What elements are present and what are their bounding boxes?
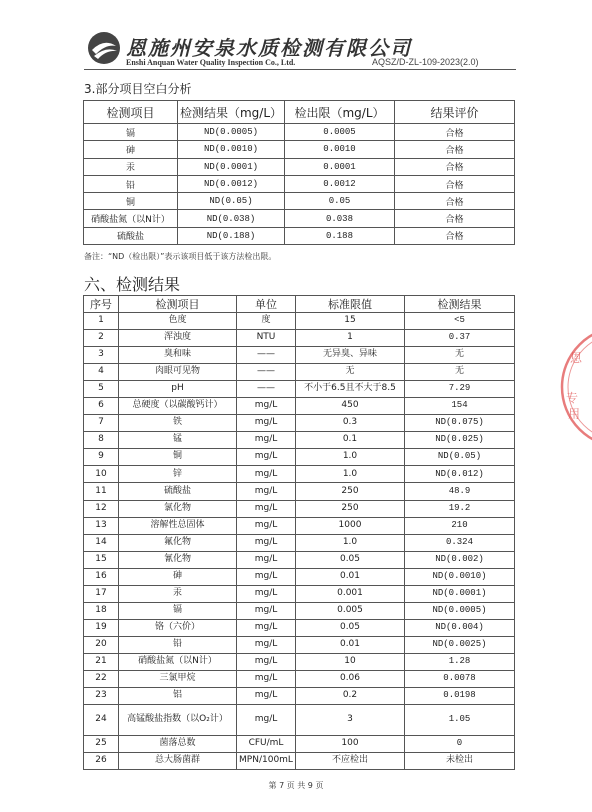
table-row xyxy=(84,449,515,466)
table-cell: 20 xyxy=(84,636,119,653)
table-cell: 24 xyxy=(84,705,119,736)
column-header: 检测结果（mg/L） xyxy=(178,101,285,124)
table-cell: ND(0.05) xyxy=(405,449,515,466)
company-name-cn: 恩施州安泉水质检测有限公司 xyxy=(126,36,412,60)
table-row xyxy=(84,415,515,432)
table-cell: 镉 xyxy=(84,124,178,141)
table-cell: 无 xyxy=(296,364,405,381)
table-cell: MPN/100mL xyxy=(237,753,296,770)
table-cell: 5 xyxy=(84,381,119,398)
table-cell: 1.0 xyxy=(296,466,405,483)
table-cell: —— xyxy=(237,364,296,381)
column-header: 检测项目 xyxy=(119,296,237,313)
table-cell: 色度 xyxy=(119,313,237,330)
company-name-en: Enshi Anquan Water Quality Inspection Co., Ltd. xyxy=(126,58,296,67)
table-cell: 0.1 xyxy=(296,432,405,449)
table-cell: 10 xyxy=(84,466,119,483)
table-cell: 无 xyxy=(405,347,515,364)
table-cell: 硫酸盐 xyxy=(84,227,178,244)
table-cell: mg/L xyxy=(237,432,296,449)
table-cell: mg/L xyxy=(237,688,296,705)
table-cell: 锌 xyxy=(119,466,237,483)
table-cell: 0.188 xyxy=(285,227,395,244)
table-cell: 铜 xyxy=(119,449,237,466)
table-cell: 13 xyxy=(84,517,119,534)
table-cell: 19.2 xyxy=(405,500,515,517)
table-cell: mg/L xyxy=(237,636,296,653)
table-cell: 合格 xyxy=(395,175,515,192)
table-cell: 汞 xyxy=(119,585,237,602)
table-cell: mg/L xyxy=(237,670,296,687)
column-header: 结果评价 xyxy=(395,101,515,124)
table-cell: 硝酸盐氮（以N计） xyxy=(119,653,237,670)
table-cell: ND(0.188) xyxy=(178,227,285,244)
table-row xyxy=(84,175,515,192)
table-cell: 3 xyxy=(84,347,119,364)
table-cell: mg/L xyxy=(237,568,296,585)
table-cell: 0.005 xyxy=(296,602,405,619)
table-cell: 氰化物 xyxy=(119,551,237,568)
table-cell: 0.2 xyxy=(296,688,405,705)
table-cell: 1.28 xyxy=(405,653,515,670)
table-row xyxy=(84,330,515,347)
table-cell: 汞 xyxy=(84,158,178,175)
table-cell: 总硬度（以碳酸钙计） xyxy=(119,398,237,415)
table-cell: 0.01 xyxy=(296,568,405,585)
svg-text:恩: 恩 xyxy=(570,351,583,365)
table-cell: 0.001 xyxy=(296,585,405,602)
table-cell: 总大肠菌群 xyxy=(119,753,237,770)
table-cell: 合格 xyxy=(395,193,515,210)
table-cell: 0.324 xyxy=(405,534,515,551)
table-cell: 不应检出 xyxy=(296,753,405,770)
table-row xyxy=(84,124,515,141)
table-cell: 0.37 xyxy=(405,330,515,347)
table-cell: 1000 xyxy=(296,517,405,534)
table-cell: ND(0.012) xyxy=(405,466,515,483)
table-row xyxy=(84,602,515,619)
table-cell: 18 xyxy=(84,602,119,619)
table-cell: mg/L xyxy=(237,415,296,432)
table-cell: 铅 xyxy=(119,636,237,653)
table-cell: 23 xyxy=(84,688,119,705)
table-cell: 硫酸盐 xyxy=(119,483,237,500)
table-cell: 250 xyxy=(296,500,405,517)
table-cell: 11 xyxy=(84,483,119,500)
table-cell: 154 xyxy=(405,398,515,415)
table-cell: 合格 xyxy=(395,210,515,227)
table-cell: 镉 xyxy=(119,602,237,619)
official-seal-stamp xyxy=(552,322,592,452)
table-row xyxy=(84,551,515,568)
table-row xyxy=(84,227,515,244)
table-cell: 0.05 xyxy=(296,551,405,568)
table-cell: 未检出 xyxy=(405,753,515,770)
table-cell: 肉眼可见物 xyxy=(119,364,237,381)
table-cell: 三氯甲烷 xyxy=(119,670,237,687)
table-row xyxy=(84,585,515,602)
table-cell: 铬（六价） xyxy=(119,619,237,636)
table-cell: 16 xyxy=(84,568,119,585)
table-row xyxy=(84,141,515,158)
table-cell: ND(0.0025) xyxy=(405,636,515,653)
column-header: 检出限（mg/L） xyxy=(285,101,395,124)
table-cell: 合格 xyxy=(395,158,515,175)
table-cell: 7.29 xyxy=(405,381,515,398)
table-cell: 250 xyxy=(296,483,405,500)
column-header: 单位 xyxy=(237,296,296,313)
table-cell: —— xyxy=(237,381,296,398)
table-cell: 0.05 xyxy=(296,619,405,636)
test-results-table xyxy=(83,295,515,770)
table-row xyxy=(84,466,515,483)
table-row xyxy=(84,364,515,381)
table-cell: 合格 xyxy=(395,227,515,244)
section3-title: 3.部分项目空白分析 xyxy=(84,82,192,96)
table-cell: 17 xyxy=(84,585,119,602)
table-cell: 25 xyxy=(84,736,119,753)
table-cell: 4 xyxy=(84,364,119,381)
table-cell: 0.0198 xyxy=(405,688,515,705)
table-cell: 0 xyxy=(405,736,515,753)
table-cell: 2 xyxy=(84,330,119,347)
table-cell: mg/L xyxy=(237,705,296,736)
table-cell: mg/L xyxy=(237,398,296,415)
table-cell: 7 xyxy=(84,415,119,432)
table-cell: 0.3 xyxy=(296,415,405,432)
header-divider xyxy=(84,69,516,70)
section6-title: 六、检测结果 xyxy=(84,275,181,294)
table-cell: ND(0.0012) xyxy=(178,175,285,192)
table-cell: pH xyxy=(119,381,237,398)
table-row xyxy=(84,534,515,551)
table-cell: mg/L xyxy=(237,517,296,534)
table-row xyxy=(84,670,515,687)
table-cell: ND(0.004) xyxy=(405,619,515,636)
table-cell: 1 xyxy=(84,313,119,330)
table-cell: 砷 xyxy=(119,568,237,585)
table-cell: NTU xyxy=(237,330,296,347)
table-row xyxy=(84,483,515,500)
table-cell: mg/L xyxy=(237,653,296,670)
table-header-row xyxy=(84,296,515,313)
table-cell: ND(0.0001) xyxy=(405,585,515,602)
table-cell: 21 xyxy=(84,653,119,670)
table-cell: 3 xyxy=(296,705,405,736)
table-cell: ND(0.038) xyxy=(178,210,285,227)
table-cell: mg/L xyxy=(237,483,296,500)
table-row xyxy=(84,381,515,398)
table-row xyxy=(84,705,515,736)
table-cell: 48.9 xyxy=(405,483,515,500)
column-header: 序号 xyxy=(84,296,119,313)
table-cell: 0.01 xyxy=(296,636,405,653)
table-cell: ND(0.0005) xyxy=(405,602,515,619)
table-row xyxy=(84,193,515,210)
table-cell: 0.05 xyxy=(285,193,395,210)
table-cell: 450 xyxy=(296,398,405,415)
table-cell: —— xyxy=(237,347,296,364)
table-cell: 210 xyxy=(405,517,515,534)
table-row xyxy=(84,636,515,653)
table-cell: 浑浊度 xyxy=(119,330,237,347)
table-row xyxy=(84,210,515,227)
table-cell: mg/L xyxy=(237,619,296,636)
table-cell: 1.0 xyxy=(296,449,405,466)
table-cell: 铜 xyxy=(84,193,178,210)
table-cell: 高锰酸盐指数（以O₂计） xyxy=(119,705,237,736)
table-cell: 砷 xyxy=(84,141,178,158)
table-cell: 14 xyxy=(84,534,119,551)
table-cell: 铝 xyxy=(119,688,237,705)
table-row xyxy=(84,568,515,585)
table-cell: <5 xyxy=(405,313,515,330)
company-logo-icon xyxy=(86,30,122,66)
table-cell: 19 xyxy=(84,619,119,636)
table-note: 备注：“ND（检出限）”表示该项目低于该方法检出限。 xyxy=(84,252,277,261)
page-number: 第 7 页 共 9 页 xyxy=(268,781,324,790)
table-row xyxy=(84,313,515,330)
table-cell: 22 xyxy=(84,670,119,687)
table-cell: 合格 xyxy=(395,141,515,158)
table-cell: 12 xyxy=(84,500,119,517)
table-cell: 1.0 xyxy=(296,534,405,551)
table-cell: mg/L xyxy=(237,500,296,517)
table-cell: 9 xyxy=(84,449,119,466)
table-cell: mg/L xyxy=(237,585,296,602)
table-row xyxy=(84,653,515,670)
column-header: 检测结果 xyxy=(405,296,515,313)
table-row xyxy=(84,736,515,753)
table-cell: mg/L xyxy=(237,551,296,568)
table-cell: 不小于6.5且不大于8.5 xyxy=(296,381,405,398)
svg-text:用: 用 xyxy=(568,407,581,421)
column-header: 检测项目 xyxy=(84,101,178,124)
table-cell: 硝酸盐氮（以N计） xyxy=(84,210,178,227)
svg-text:专: 专 xyxy=(566,391,579,405)
table-cell: 氯化物 xyxy=(119,500,237,517)
table-row xyxy=(84,688,515,705)
table-cell: 度 xyxy=(237,313,296,330)
table-row xyxy=(84,347,515,364)
table-row xyxy=(84,158,515,175)
table-cell: CFU/mL xyxy=(237,736,296,753)
table-row xyxy=(84,398,515,415)
table-cell: 锰 xyxy=(119,432,237,449)
table-cell: 合格 xyxy=(395,124,515,141)
table-cell: ND(0.025) xyxy=(405,432,515,449)
table-cell: 臭和味 xyxy=(119,347,237,364)
table-cell: 15 xyxy=(296,313,405,330)
table-cell: 0.0001 xyxy=(285,158,395,175)
table-cell: 溶解性总固体 xyxy=(119,517,237,534)
table-cell: 8 xyxy=(84,432,119,449)
table-cell: ND(0.0001) xyxy=(178,158,285,175)
table-cell: 铁 xyxy=(119,415,237,432)
table-cell: 氟化物 xyxy=(119,534,237,551)
table-row xyxy=(84,753,515,770)
table-cell: 1.05 xyxy=(405,705,515,736)
table-cell: 15 xyxy=(84,551,119,568)
blank-analysis-table xyxy=(83,100,515,245)
document-code: AQSZ/D-ZL-109-2023(2.0) xyxy=(372,57,479,67)
table-cell: 100 xyxy=(296,736,405,753)
table-cell: ND(0.05) xyxy=(178,193,285,210)
table-row xyxy=(84,500,515,517)
table-cell: 6 xyxy=(84,398,119,415)
table-row xyxy=(84,432,515,449)
table-row xyxy=(84,619,515,636)
table-cell: mg/L xyxy=(237,449,296,466)
table-cell: mg/L xyxy=(237,466,296,483)
table-cell: ND(0.0010) xyxy=(405,568,515,585)
table-cell: 26 xyxy=(84,753,119,770)
table-cell: 0.0078 xyxy=(405,670,515,687)
table-cell: 0.0010 xyxy=(285,141,395,158)
table-cell: 无异臭、异味 xyxy=(296,347,405,364)
table-cell: ND(0.002) xyxy=(405,551,515,568)
table-cell: 无 xyxy=(405,364,515,381)
table-cell: 0.0012 xyxy=(285,175,395,192)
table-row xyxy=(84,517,515,534)
table-cell: 10 xyxy=(296,653,405,670)
table-cell: mg/L xyxy=(237,602,296,619)
table-header-row xyxy=(84,101,515,124)
table-cell: ND(0.075) xyxy=(405,415,515,432)
table-cell: 0.0005 xyxy=(285,124,395,141)
table-cell: 0.06 xyxy=(296,670,405,687)
table-cell: ND(0.0010) xyxy=(178,141,285,158)
table-cell: 1 xyxy=(296,330,405,347)
table-cell: mg/L xyxy=(237,534,296,551)
table-cell: ND(0.0005) xyxy=(178,124,285,141)
table-cell: 0.038 xyxy=(285,210,395,227)
table-cell: 铅 xyxy=(84,175,178,192)
column-header: 标准限值 xyxy=(296,296,405,313)
table-cell: 菌落总数 xyxy=(119,736,237,753)
